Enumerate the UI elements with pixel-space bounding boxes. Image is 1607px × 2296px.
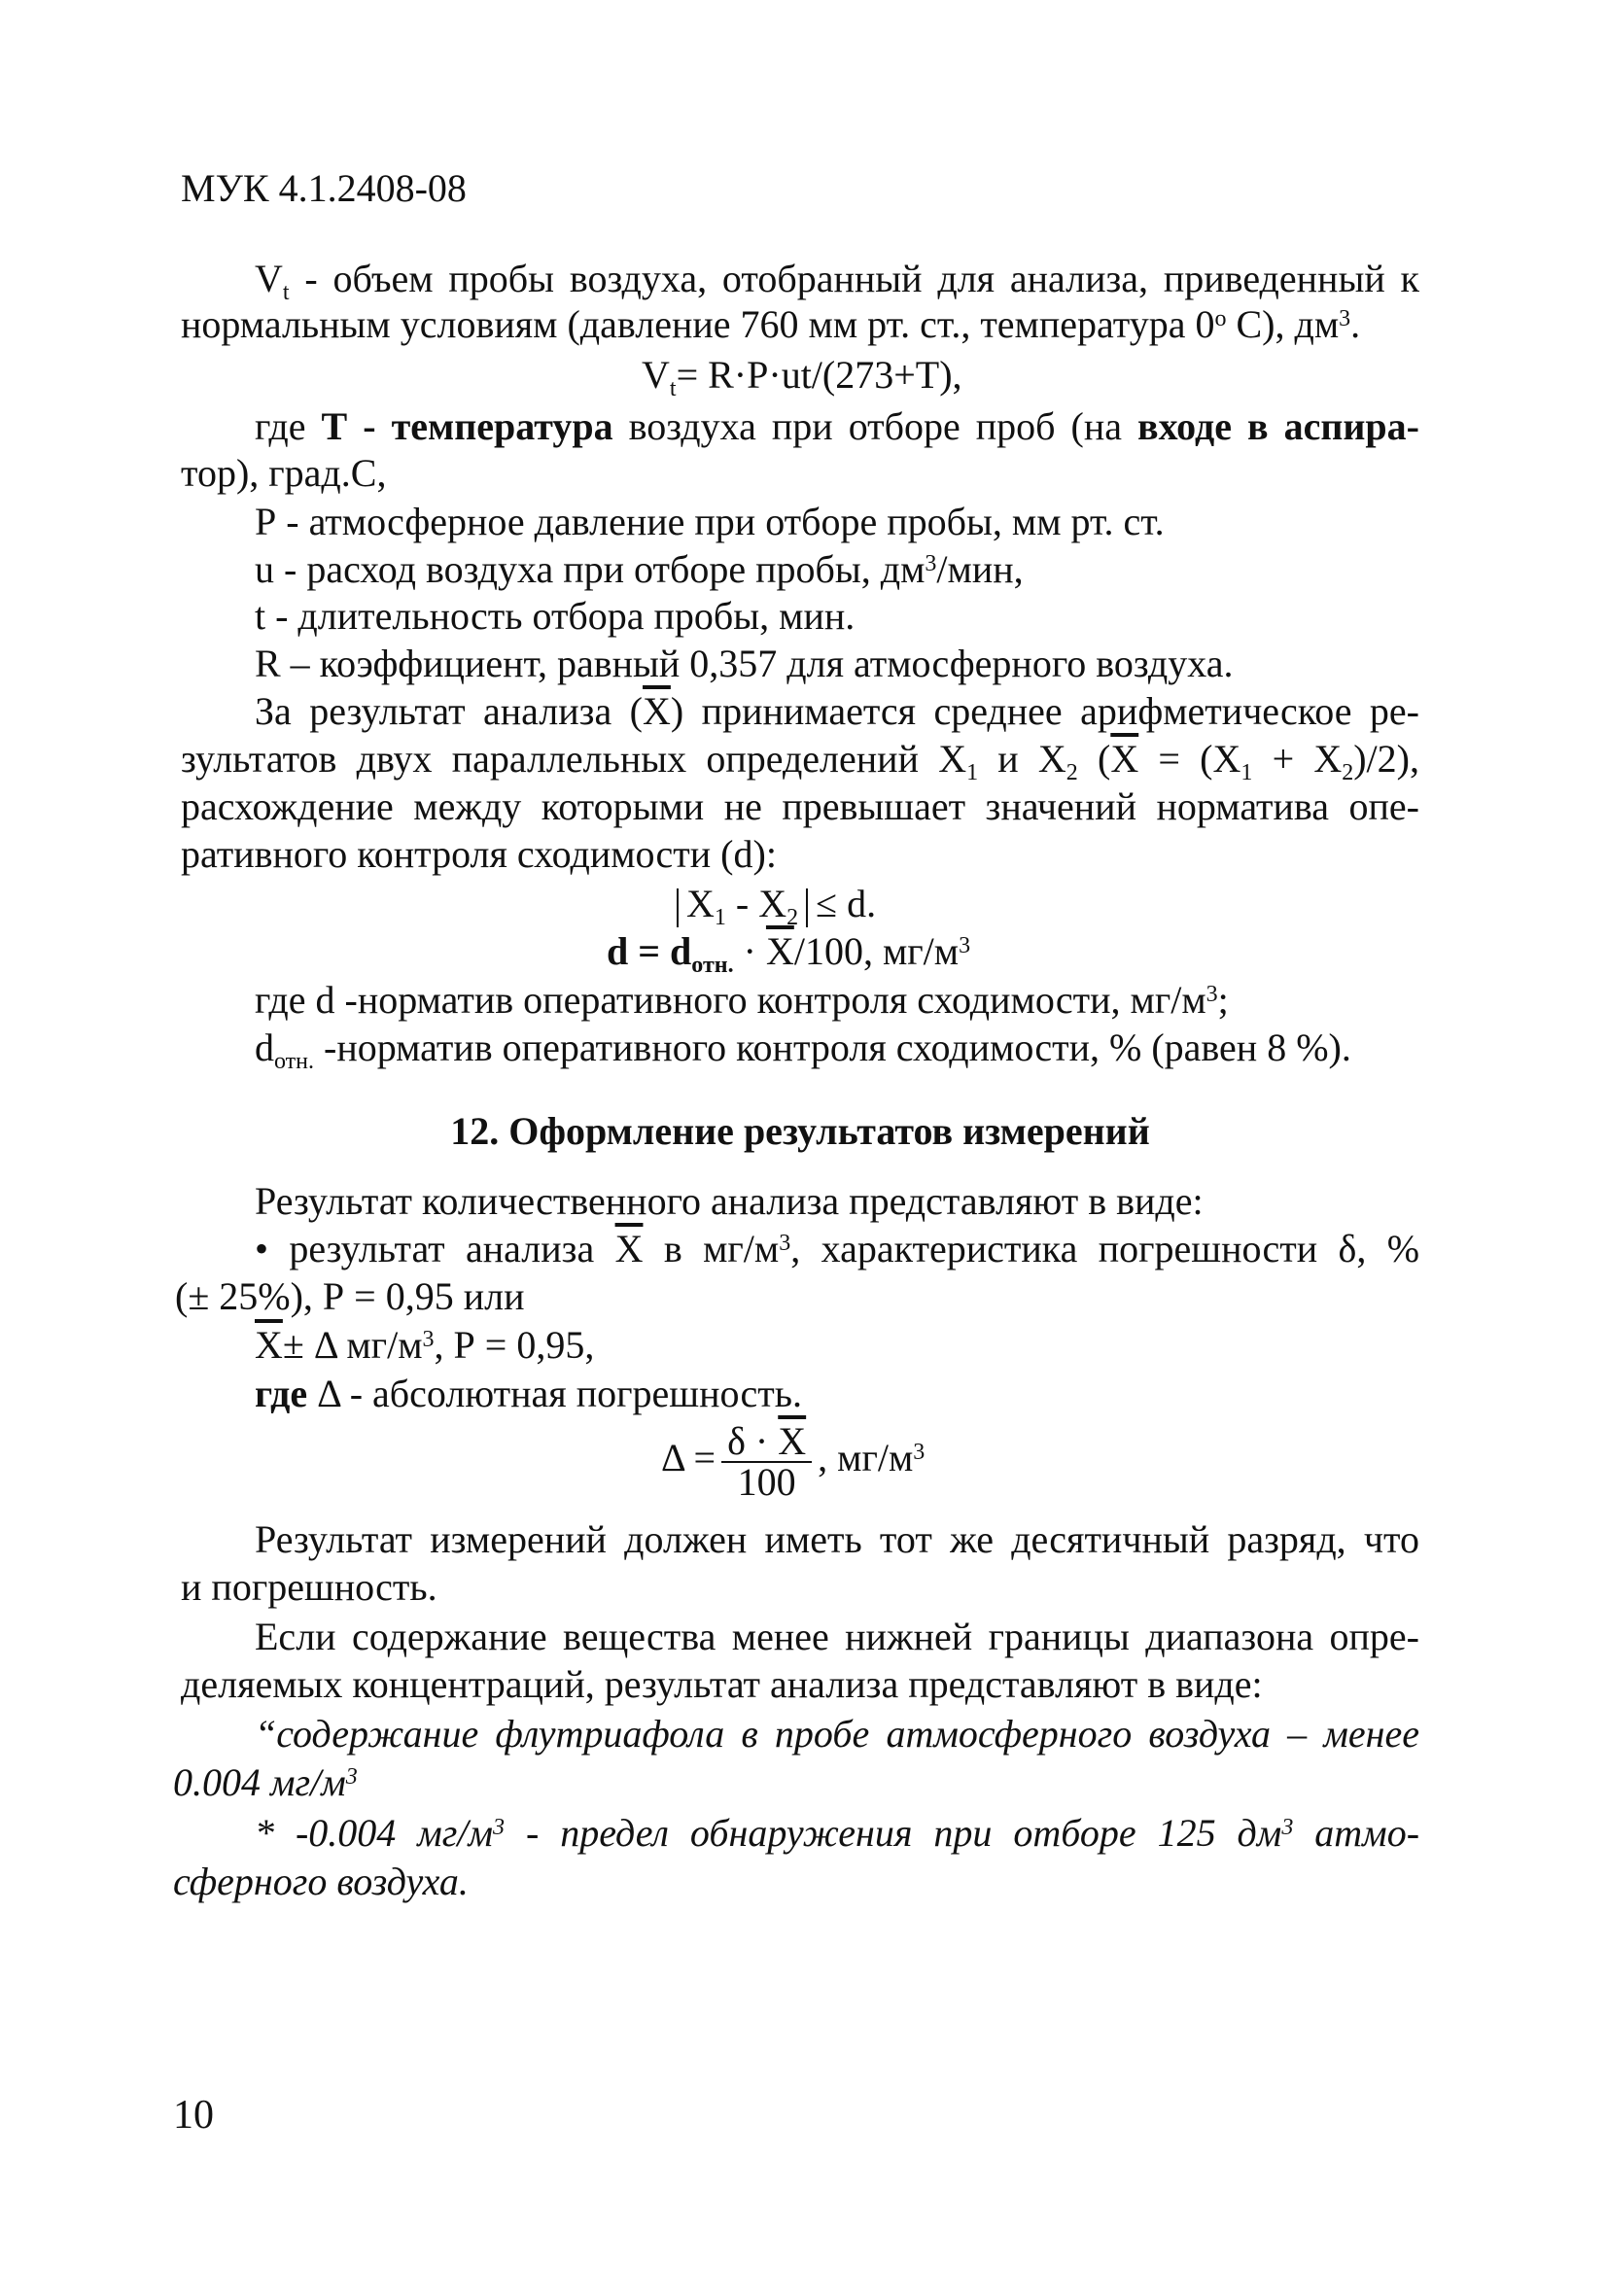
abs-bar-left (677, 888, 679, 927)
t-definition-line-2: тор), град.С, (181, 451, 387, 495)
decimal-para-line-1: Результат измерений должен иметь тот же десятичный разряд, что (255, 1517, 1419, 1561)
abs-bar-right (806, 888, 808, 927)
section-title: 12. Оформление результатов измерений (450, 1109, 1150, 1153)
t-definition-line-1: где Т - температура воздуха при отборе проб (на входе в аспира- (255, 404, 1419, 448)
t-duration-definition: t - длительность отбора пробы, мин. (255, 594, 856, 638)
vt-definition-line-1: $V_t$ - объем пробы воздуха, отобранный для анализа, приведенный к (255, 257, 1419, 305)
result-para-line-2: зультатов двух параллельных определений $X_1$ и $X_2$ $(\overline{X} = (X_1 + X_2)/2)$, (181, 737, 1419, 785)
result-para-line-3: расхождение между которыми не превышает значений норматива опе- (181, 784, 1419, 828)
x-delta-line: $\overline{X}\pm \Delta$ $мг/м^3$, Р = 0,95, (255, 1323, 595, 1367)
r-definition: R – коэффициент, равный 0,357 для атмосферного воздуха. (255, 642, 1234, 685)
vt-formula: $V_t= R\cdot P\cdot ut/(273+T)$, (642, 353, 962, 401)
footnote-line-1: * -0.004 $мг/м^3$ - предел обнаружения при отборе 125 $дм^3$ атмо- (255, 1811, 1420, 1855)
lower-para-line-2: деляемых концентраций, результат анализа представляют в виде: (181, 1662, 1263, 1706)
delta-fraction: $\frac{\delta \cdot \overline{X}}{100}$ (721, 1422, 812, 1502)
result-para-line-4: ративного контроля сходимости (d): (181, 832, 777, 876)
italic-quote-line-2: 0.004 $мг/м^3$ (173, 1760, 358, 1804)
footnote-line-2: сферного воздуха. (173, 1860, 469, 1903)
decimal-para-line-2: и погрешность. (181, 1565, 437, 1609)
delta-definition: где Δ - абсолютная погрешность. (255, 1372, 802, 1415)
italic-quote-line-1: “содержание флутриафола в пробе атмосферного воздуха – менее (255, 1712, 1419, 1756)
bullet-line-1: • результат анализа $\overline{X}$ в $мг/м^3$, характеристика погрешности δ, % (255, 1227, 1420, 1270)
result-para-line-1: За результат анализа $(\overline{X})$ принимается среднее арифметическое ре- (255, 689, 1419, 733)
doc-code-header: МУК 4.1.2408-08 (181, 166, 467, 210)
d-definition: где d -норматив оперативного контроля сходимости, $мг/м^3$; (255, 978, 1229, 1022)
vt-definition-line-2: нормальным условиям (давление 760 мм рт. ст., температура 0$^o$ С), $дм^3$. (181, 302, 1361, 346)
d-otn-definition: $d_{отн.}$ -норматив оперативного контроля сходимости, % (равен 8 %). (255, 1026, 1351, 1074)
d-formula: $d = d_{отн.} \cdot \overline{X}/100$, $мг/м^3$ (607, 929, 971, 978)
lower-para-line-1: Если содержание вещества менее нижней границы диапазона опре- (255, 1615, 1419, 1658)
present-line: Результат количественного анализа представляют в виде: (255, 1179, 1204, 1223)
delta-formula: Δ = $\frac{\delta \cdot \overline{X}}{100}$ , $мг/м^3$ (661, 1418, 926, 1504)
bullet-line-2: (± 25%), Р = 0,95 или (175, 1274, 525, 1318)
page-number: 10 (173, 2093, 214, 2138)
p-definition: Р - атмосферное давление при отборе пробы, мм рт. ст. (255, 500, 1165, 543)
u-definition: u - расход воздуха при отборе пробы, $дм^3$/мин, (255, 547, 1024, 591)
abs-difference-formula: $X_1 - X_2 \le d$. (669, 881, 876, 933)
